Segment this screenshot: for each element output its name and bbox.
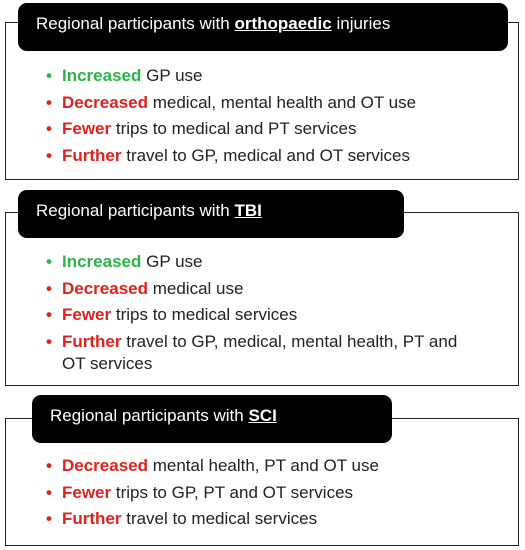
list-sci xyxy=(46,455,508,535)
list-tbi xyxy=(46,251,508,379)
bullet-icon: • xyxy=(46,145,52,165)
header-prefix: Regional participants with xyxy=(50,406,249,425)
keyword: Fewer xyxy=(62,119,112,138)
item-text: mental health, PT and OT use xyxy=(148,456,379,475)
list-item xyxy=(46,145,508,167)
list-item xyxy=(46,331,462,375)
header-emphasis: TBI xyxy=(234,201,262,220)
bullet-icon: • xyxy=(46,456,52,475)
keyword: Further xyxy=(62,331,122,351)
header-emphasis: orthopaedic xyxy=(234,14,332,33)
bullet-icon: • xyxy=(46,66,52,85)
keyword: Decreased xyxy=(62,278,149,298)
list-orthopaedic xyxy=(46,65,508,171)
list-item xyxy=(46,118,508,140)
item-text: travel to medical services xyxy=(121,509,318,528)
bullet-icon: • xyxy=(46,305,52,324)
keyword: Decreased xyxy=(62,92,149,112)
bullet-icon: • xyxy=(46,331,52,351)
bullet-icon: • xyxy=(46,119,52,138)
list-item xyxy=(46,92,508,114)
list-item xyxy=(46,455,508,477)
item-text: travel to GP, medical and OT services xyxy=(121,145,410,165)
header-prefix: Regional participants with xyxy=(36,201,235,220)
header-emphasis: SCI xyxy=(248,406,277,425)
panel-header-tbi xyxy=(18,190,404,238)
item-text: trips to GP, PT and OT services xyxy=(111,482,354,502)
list-item xyxy=(46,482,508,504)
list-item xyxy=(46,278,508,300)
item-text: trips to medical and PT services xyxy=(111,119,357,138)
panel-tbi xyxy=(5,212,519,386)
list-item xyxy=(46,251,508,273)
list-item xyxy=(46,508,508,530)
item-text: medical use xyxy=(148,278,244,298)
keyword: Fewer xyxy=(62,482,112,502)
keyword: Increased xyxy=(62,66,142,85)
keyword: Decreased xyxy=(62,456,149,475)
bullet-icon: • xyxy=(46,278,52,298)
header-prefix: Regional participants with xyxy=(36,14,235,33)
item-text: trips to medical services xyxy=(111,305,298,324)
panel-header-orthopaedic xyxy=(18,3,508,51)
keyword: Further xyxy=(62,509,122,528)
bullet-icon: • xyxy=(46,482,52,502)
item-text: medical, mental health and OT use xyxy=(148,92,417,112)
bullet-icon: • xyxy=(46,92,52,112)
list-item xyxy=(46,65,508,87)
item-text: travel to GP, medical, mental health, PT and OT services xyxy=(62,331,458,373)
keyword: Increased xyxy=(62,252,142,271)
panel-header-sci xyxy=(32,395,392,443)
item-text: GP use xyxy=(141,252,203,271)
bullet-icon: • xyxy=(46,252,52,271)
keyword: Further xyxy=(62,145,122,165)
item-text: GP use xyxy=(141,66,203,85)
list-item xyxy=(46,304,508,326)
bullet-icon: • xyxy=(46,509,52,528)
keyword: Fewer xyxy=(62,305,112,324)
header-suffix: injuries xyxy=(331,14,391,33)
